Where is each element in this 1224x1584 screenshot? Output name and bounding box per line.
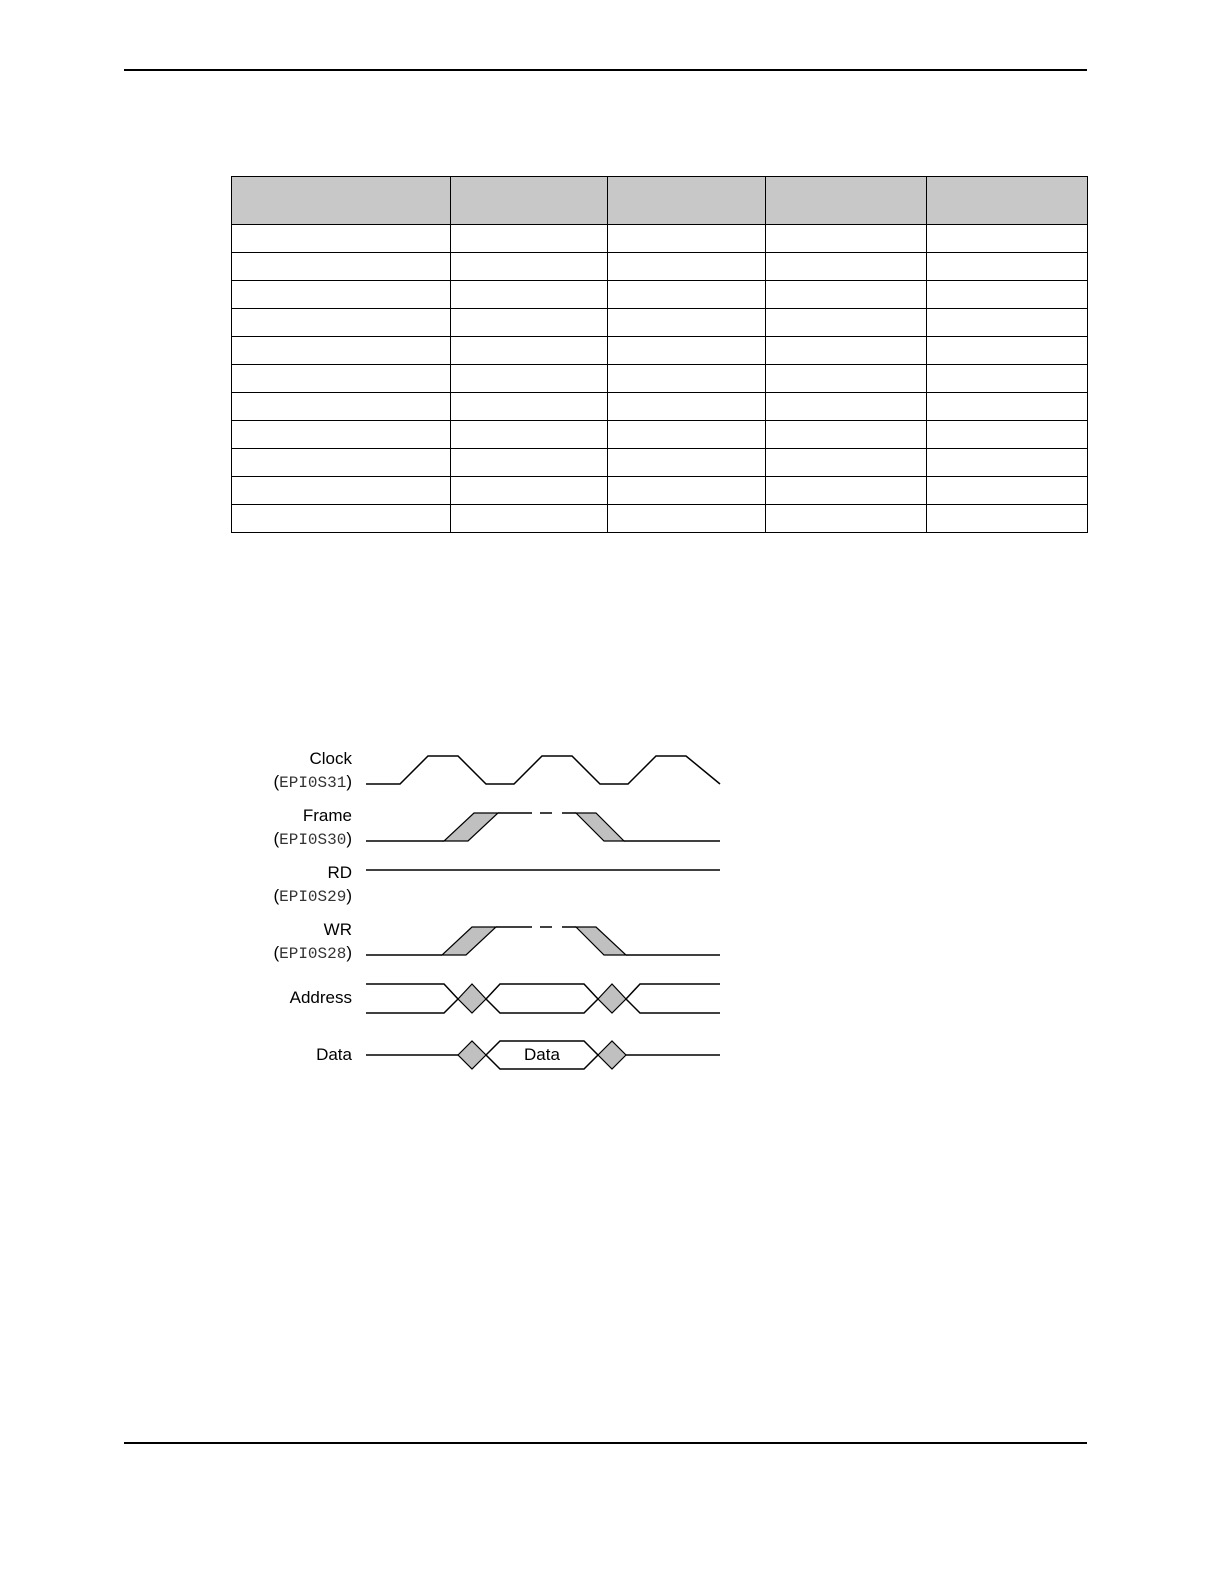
- table-cell: [766, 477, 927, 505]
- signal-name-rd: RD: [327, 863, 352, 882]
- address-bus-waveform: [366, 984, 720, 1013]
- table-cell: [927, 393, 1088, 421]
- table-row: [232, 421, 1088, 449]
- table-header-row: [232, 177, 1088, 225]
- table-cell: [927, 449, 1088, 477]
- table-row: [232, 477, 1088, 505]
- wr-fall-uncertainty: [576, 927, 626, 955]
- wr-waveform: [366, 927, 720, 955]
- table-row: [232, 505, 1088, 533]
- table-cell: [232, 421, 451, 449]
- table-cell: [451, 449, 608, 477]
- table-row: [232, 281, 1088, 309]
- signal-name-address: Address: [289, 988, 352, 1007]
- table-cell: [766, 253, 927, 281]
- table-cell: [232, 281, 451, 309]
- table-cell: [927, 253, 1088, 281]
- table-cell: [927, 281, 1088, 309]
- table-cell: [608, 225, 766, 253]
- table-cell: [232, 253, 451, 281]
- table-cell: [451, 253, 608, 281]
- frame-fall-uncertainty: [576, 813, 624, 841]
- table-cell: [451, 477, 608, 505]
- table-cell: [451, 225, 608, 253]
- table-cell: [608, 393, 766, 421]
- signal-name-frame: Frame: [302, 806, 352, 825]
- table-cell: [766, 309, 927, 337]
- data-transition-2: [598, 1041, 626, 1069]
- signal-pin-rd: (EPI0S29): [273, 886, 352, 906]
- table-cell: [232, 337, 451, 365]
- table-cell: [232, 225, 451, 253]
- table-row: [232, 253, 1088, 281]
- frame-rise-uncertainty: [444, 813, 498, 841]
- table-cell: [451, 337, 608, 365]
- table-cell: [232, 505, 451, 533]
- table-cell: [766, 337, 927, 365]
- table-cell: [451, 505, 608, 533]
- table-cell: [766, 421, 927, 449]
- footer-rule: [124, 1442, 1087, 1444]
- table-cell: [608, 365, 766, 393]
- header-cell: [608, 177, 766, 225]
- table-cell: [608, 505, 766, 533]
- table-cell: [608, 253, 766, 281]
- table-cell: [608, 421, 766, 449]
- signal-pin-frame: (EPI0S30): [273, 829, 352, 849]
- wr-rise-uncertainty: [442, 927, 496, 955]
- signal-name-clock: Clock: [309, 749, 352, 768]
- table-row: [232, 225, 1088, 253]
- header-rule: [124, 69, 1087, 71]
- parameter-table: [231, 176, 1088, 533]
- signal-pin-wr: (EPI0S28): [273, 943, 352, 963]
- table-cell: [608, 281, 766, 309]
- table-cell: [232, 365, 451, 393]
- table-cell: [927, 225, 1088, 253]
- signal-name-wr: WR: [323, 920, 352, 939]
- table-cell: [927, 421, 1088, 449]
- signal-pin-clock: (EPI0S31): [273, 772, 352, 792]
- table-cell: [927, 309, 1088, 337]
- table-cell: [451, 421, 608, 449]
- table-cell: [232, 449, 451, 477]
- header-cell: [451, 177, 608, 225]
- table-cell: [451, 393, 608, 421]
- signal-name-data: Data: [316, 1045, 352, 1064]
- table-cell: [232, 309, 451, 337]
- table-cell: [766, 225, 927, 253]
- table-row: [232, 309, 1088, 337]
- header-cell: [927, 177, 1088, 225]
- table-cell: [232, 393, 451, 421]
- table-cell: [927, 337, 1088, 365]
- table-cell: [766, 449, 927, 477]
- table-cell: [451, 309, 608, 337]
- table-cell: [766, 393, 927, 421]
- table-row: [232, 365, 1088, 393]
- table-cell: [766, 365, 927, 393]
- table-row: [232, 337, 1088, 365]
- table-cell: [451, 365, 608, 393]
- table-cell: [766, 281, 927, 309]
- table-cell: [927, 365, 1088, 393]
- table-row: [232, 393, 1088, 421]
- table-row: [232, 449, 1088, 477]
- header-cell: [232, 177, 451, 225]
- table-cell: [927, 477, 1088, 505]
- timing-diagram: [250, 740, 730, 1090]
- data-transition-1: [458, 1041, 486, 1069]
- address-transition-2: [598, 984, 626, 1013]
- table-cell: [608, 449, 766, 477]
- header-cell: [766, 177, 927, 225]
- data-valid-label: Data: [524, 1045, 560, 1064]
- table-cell: [766, 505, 927, 533]
- table-cell: [608, 337, 766, 365]
- frame-waveform: [366, 813, 720, 841]
- table-cell: [927, 505, 1088, 533]
- table-cell: [608, 477, 766, 505]
- clock-waveform: [366, 756, 720, 784]
- address-transition-1: [458, 984, 486, 1013]
- table-cell: [608, 309, 766, 337]
- table-cell: [232, 477, 451, 505]
- table-cell: [451, 281, 608, 309]
